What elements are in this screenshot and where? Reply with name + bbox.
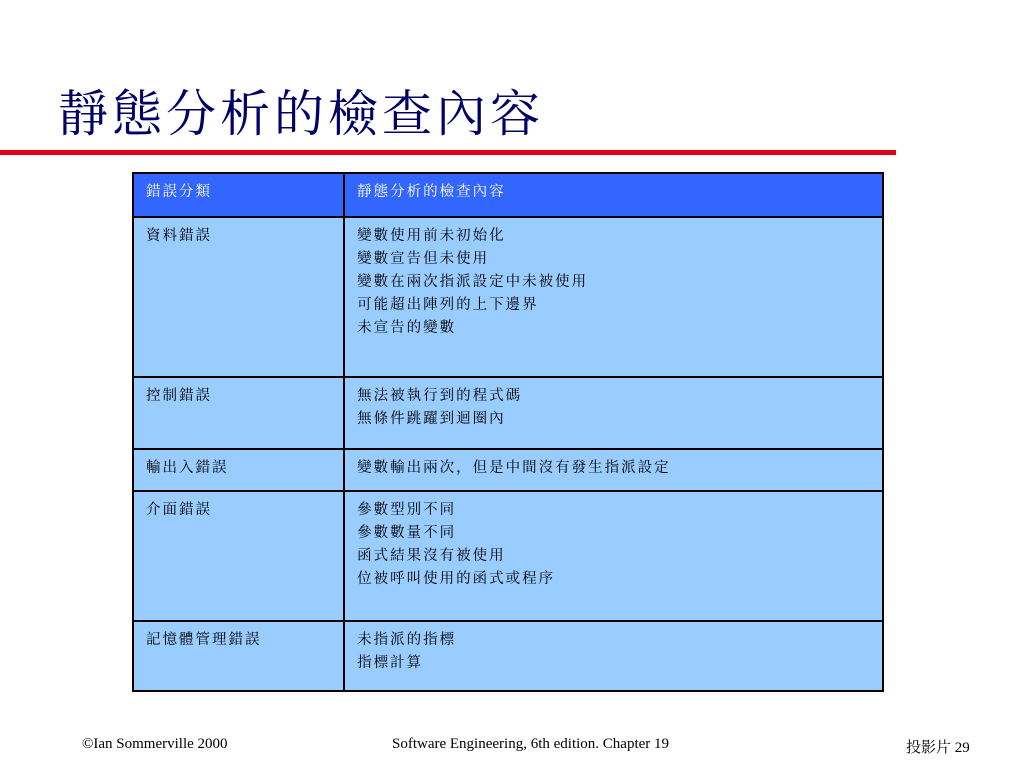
check-item: 參數數量不同 bbox=[357, 525, 457, 541]
table-row bbox=[133, 621, 883, 691]
check-item: 變數輸出兩次，但是中間沒有發生指派設定 bbox=[357, 460, 671, 476]
checks-cell bbox=[344, 449, 883, 491]
error-check-table bbox=[132, 172, 884, 692]
table-header-row bbox=[133, 173, 883, 217]
checks-cell bbox=[344, 377, 883, 449]
check-item: 指標計算 bbox=[357, 655, 424, 671]
slide-title: 靜態分析的檢查內容 bbox=[58, 85, 544, 143]
category-cell: 介面錯誤 bbox=[133, 491, 344, 621]
check-item: 變數使用前未初始化 bbox=[357, 228, 506, 244]
table-row bbox=[133, 377, 883, 449]
check-item: 無條件跳躍到迴圈內 bbox=[357, 411, 506, 427]
title-divider bbox=[0, 150, 896, 155]
check-item: 可能超出陣列的上下邊界 bbox=[357, 297, 539, 313]
check-item: 參數型別不同 bbox=[357, 502, 457, 518]
category-cell: 記憶體管理錯誤 bbox=[133, 621, 344, 691]
category-cell: 輸出入錯誤 bbox=[133, 449, 344, 491]
category-cell: 控制錯誤 bbox=[133, 377, 344, 449]
check-item: 無法被執行到的程式碼 bbox=[357, 388, 523, 404]
check-item: 變數宣告但未使用 bbox=[357, 251, 490, 267]
check-item: 函式結果沒有被使用 bbox=[357, 548, 506, 564]
header-error-category: 錯誤分類 bbox=[133, 173, 344, 217]
checks-cell bbox=[344, 491, 883, 621]
category-cell: 資料錯誤 bbox=[133, 217, 344, 377]
check-item: 未指派的指標 bbox=[357, 632, 457, 648]
checks-cell bbox=[344, 217, 883, 377]
check-item: 未宣告的變數 bbox=[357, 320, 457, 336]
table-row bbox=[133, 491, 883, 621]
check-item: 變數在兩次指派設定中未被使用 bbox=[357, 274, 589, 290]
check-item: 位被呼叫使用的函式或程序 bbox=[357, 571, 556, 587]
checks-cell bbox=[344, 621, 883, 691]
footer-slide-number: 投影片 29 bbox=[906, 740, 970, 756]
table-row bbox=[133, 449, 883, 491]
table-row bbox=[133, 217, 883, 377]
footer-copyright: ©Ian Sommerville 2000 bbox=[82, 736, 228, 752]
footer-book-title: Software Engineering, 6th edition. Chapter 19 bbox=[392, 736, 670, 752]
header-check-content: 靜態分析的檢查內容 bbox=[344, 173, 883, 217]
